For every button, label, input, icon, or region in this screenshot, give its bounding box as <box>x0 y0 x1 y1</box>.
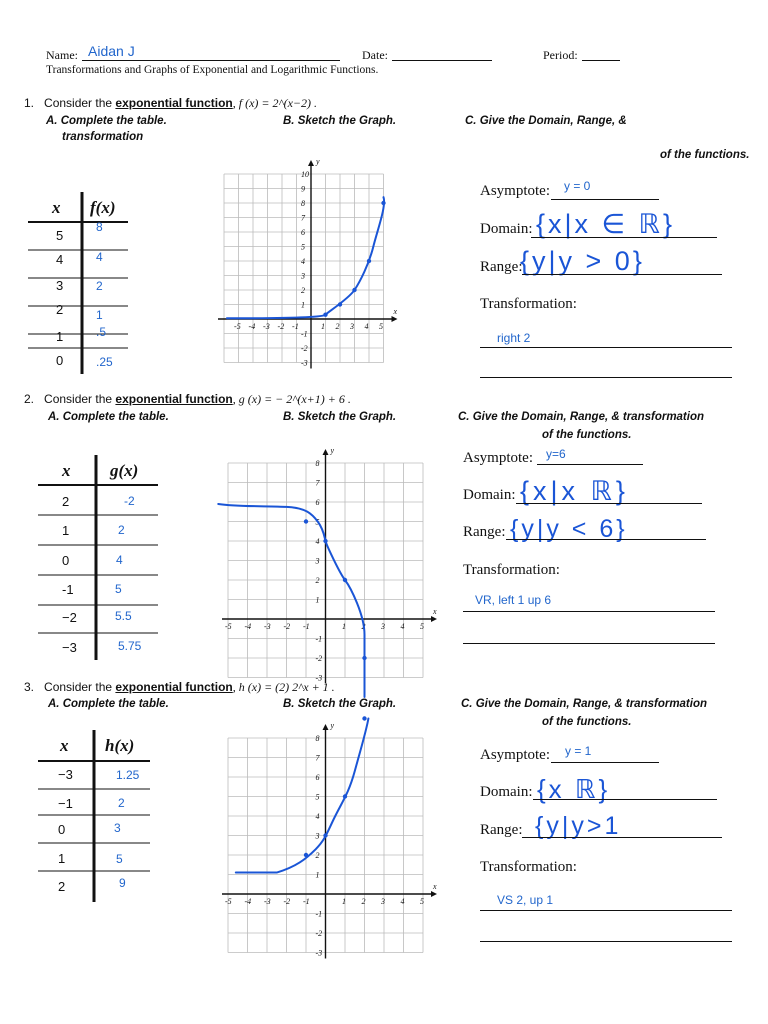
p2-asymptote-label: Asymptote: <box>463 450 533 466</box>
y-tick-label: 4 <box>315 537 320 546</box>
y-tick-label: -2 <box>301 344 308 353</box>
p2-part-b: B. Sketch the Graph. <box>283 411 397 423</box>
p1-domain-value[interactable]: {x|x ∈ ℝ} <box>536 209 675 239</box>
p1-part-b: B. Sketch the Graph. <box>283 115 397 127</box>
y-tick-label: 7 <box>315 478 320 488</box>
p3-col-x: x <box>60 736 69 755</box>
table-x-cell: 1 <box>62 523 70 538</box>
table-y-cell[interactable]: .25 <box>96 355 113 369</box>
p1-asymptote-value[interactable]: y = 0 <box>564 179 591 193</box>
y-arrow <box>323 724 329 730</box>
p1-col-f: f(x) <box>90 198 116 217</box>
table-x-cell: 4 <box>56 252 64 267</box>
p3-graph[interactable] <box>214 721 439 958</box>
y-tick-label: 4 <box>315 812 320 821</box>
y-tick-label: 6 <box>315 498 320 507</box>
p2-part-c: C. Give the Domain, Range, & transformation <box>458 411 705 423</box>
table-x-cell: 2 <box>56 302 64 317</box>
table-x-cell: −3 <box>58 767 73 782</box>
table-y-cell[interactable]: 4 <box>116 553 123 567</box>
y-tick-label: 8 <box>301 199 305 208</box>
graph-point <box>381 201 385 205</box>
p3-range-value[interactable]: {y|y>1 <box>535 812 622 840</box>
p3-part-c-cont: of the functions. <box>542 716 632 728</box>
p2-col-g: g(x) <box>110 461 139 480</box>
p3-range-line <box>522 837 722 838</box>
y-tick-label: 8 <box>315 459 320 468</box>
p2-transformation-value[interactable]: VR, left 1 up 6 <box>475 593 552 607</box>
y-tick-label: 8 <box>315 734 320 743</box>
p3-domain-value[interactable]: {x ℝ} <box>537 774 611 804</box>
x-tick-label: 3 <box>381 897 385 906</box>
p2-table-lines <box>38 455 163 665</box>
y-tick-label: -2 <box>315 929 323 938</box>
p2-domain-line <box>516 503 702 504</box>
x-tick-label: 4 <box>400 897 405 906</box>
p1-asymptote-line <box>551 199 659 200</box>
graph-point <box>367 259 371 263</box>
p3-part-b: B. Sketch the Graph. <box>283 698 397 710</box>
table-x-cell: −1 <box>58 796 73 811</box>
x-tick-label: 1 <box>342 622 346 631</box>
p3-col-h: h(x) <box>105 736 135 755</box>
p2-graph[interactable] <box>214 445 439 683</box>
x-arrow <box>431 616 437 622</box>
p1-domain-line <box>531 237 717 238</box>
table-x-cell: −3 <box>62 640 77 655</box>
x-tick-label: -4 <box>244 897 252 906</box>
table-y-cell[interactable]: 5 <box>116 852 123 866</box>
x-axis-label: x <box>433 607 437 616</box>
name-label: Name: <box>46 48 78 62</box>
y-arrow <box>308 160 314 166</box>
period-line[interactable] <box>582 60 620 61</box>
x-tick-label: 2 <box>335 322 340 331</box>
problem-3-statement: 3. Consider the exponential function, h (x) = (2) 2^x + 1 . <box>24 680 335 694</box>
p1-transformation-line1 <box>480 347 732 348</box>
x-tick-label: -3 <box>263 322 270 331</box>
table-y-cell[interactable]: 8 <box>96 220 103 234</box>
p1-part-a: A. Complete the table. <box>46 115 167 127</box>
x-tick-label: 2 <box>361 897 366 906</box>
p3-domain-label: Domain: <box>480 784 533 800</box>
x-tick-label: 5 <box>420 897 424 906</box>
graph-point <box>323 312 327 316</box>
graph-point <box>323 539 327 543</box>
y-tick-label: 7 <box>301 213 305 223</box>
table-y-cell[interactable]: 1.25 <box>116 768 140 782</box>
table-x-cell: 2 <box>62 494 70 509</box>
table-x-cell: 0 <box>62 553 70 568</box>
x-tick-label: -4 <box>248 322 256 331</box>
x-tick-label: -1 <box>303 622 310 631</box>
y-tick-label: 5 <box>315 792 320 802</box>
y-tick-label: 4 <box>301 257 305 266</box>
p1-graph[interactable] <box>214 157 439 370</box>
p2-asymptote-line <box>537 464 643 465</box>
x-tick-label: -4 <box>244 622 252 631</box>
table-y-cell[interactable]: 2 <box>118 796 125 810</box>
y-tick-label: -3 <box>315 948 323 958</box>
x-tick-label: 1 <box>342 897 346 906</box>
x-tick-label: 1 <box>321 322 326 331</box>
y-tick-label: 6 <box>315 773 320 782</box>
problem-2-statement: 2. Consider the exponential function, g (x) = − 2^(x+1) + 6 . <box>24 392 351 406</box>
p1-range-label: Range: <box>480 259 523 275</box>
p1-transformation-value[interactable]: right 2 <box>497 331 531 345</box>
x-tick-label: -2 <box>283 622 291 631</box>
p2-range-label: Range: <box>463 524 506 540</box>
y-tick-label: 1 <box>301 300 305 310</box>
y-tick-label: 2 <box>301 286 305 295</box>
table-y-cell[interactable]: 5.75 <box>118 639 142 653</box>
y-tick-label: 1 <box>315 870 320 880</box>
x-tick-label: -5 <box>225 622 232 631</box>
y-tick-label: 2 <box>315 851 320 860</box>
p3-curve <box>236 719 369 873</box>
p2-col-x: x <box>62 461 71 480</box>
problem-1-statement: 1. Consider the exponential function, f (x) = 2^(x−2) . <box>24 96 317 110</box>
table-y-cell[interactable]: 5.5 <box>115 609 132 623</box>
table-x-cell: 0 <box>56 353 64 368</box>
table-x-cell: 5 <box>56 228 64 243</box>
table-x-cell: 1 <box>58 851 66 866</box>
graph-point <box>338 302 342 306</box>
x-tick-label: -1 <box>292 322 299 331</box>
y-tick-label: 9 <box>301 184 305 194</box>
table-y-cell[interactable]: 1 <box>96 308 103 322</box>
p3-asymptote-value[interactable]: y = 1 <box>565 744 592 758</box>
table-y-cell[interactable]: -2 <box>124 494 135 508</box>
p2-range-value[interactable]: {y|y < 6} <box>510 515 628 543</box>
graph-point <box>304 519 308 523</box>
p3-transformation-line1 <box>480 910 732 911</box>
y-tick-label: 3 <box>315 556 320 566</box>
table-x-cell: 2 <box>58 879 66 894</box>
p2-domain-label: Domain: <box>463 487 516 503</box>
p3-transformation-value[interactable]: VS 2, up 1 <box>497 893 554 907</box>
y-tick-label: 6 <box>301 228 305 237</box>
table-x-cell: −2 <box>62 610 77 625</box>
p2-curve <box>218 504 364 697</box>
p2-domain-value[interactable]: {x|x ℝ} <box>520 476 629 506</box>
p2-part-a: A. Complete the table. <box>48 411 169 423</box>
x-tick-label: 3 <box>381 622 385 631</box>
y-tick-label: 1 <box>315 595 320 605</box>
p2-range-line <box>506 539 706 540</box>
y-tick-label: 2 <box>315 576 320 585</box>
y-axis-label: y <box>330 721 335 730</box>
y-tick-label: -1 <box>301 329 308 339</box>
table-y-cell[interactable]: 5 <box>115 582 122 596</box>
graph-point <box>343 794 347 798</box>
x-tick-label: -2 <box>283 897 291 906</box>
p1-part-a-cont: transformation <box>62 131 144 143</box>
y-tick-label: -2 <box>315 654 323 663</box>
p2-transformation-line1 <box>463 611 715 612</box>
p3-domain-line <box>533 799 717 800</box>
x-tick-label: -2 <box>277 322 285 331</box>
p3-part-a: A. Complete the table. <box>48 698 169 710</box>
y-tick-label: -1 <box>315 909 323 919</box>
table-y-cell[interactable]: 2 <box>118 523 125 537</box>
x-tick-label: -5 <box>234 322 241 331</box>
p1-transformation-line2 <box>480 377 732 378</box>
date-label: Date: <box>362 48 388 62</box>
y-tick-label: 5 <box>301 242 305 252</box>
x-tick-label: 4 <box>400 622 405 631</box>
p1-range-line <box>522 274 722 275</box>
y-axis-label: y <box>330 446 335 455</box>
p1-transformation-label: Transformation: <box>480 296 577 312</box>
p1-part-c-cont: of the functions. <box>660 149 750 161</box>
p1-asymptote-label: Asymptote: <box>480 183 550 199</box>
graph-point <box>343 578 347 582</box>
name-line <box>82 60 340 61</box>
x-arrow <box>392 316 398 322</box>
x-tick-label: 4 <box>364 322 369 331</box>
x-axis-label: x <box>393 307 398 316</box>
table-y-cell[interactable]: 2 <box>96 279 103 293</box>
period-label: Period: <box>543 48 578 62</box>
p2-transformation-label: Transformation: <box>463 562 560 578</box>
table-y-cell[interactable]: 9 <box>119 876 126 890</box>
p3-table-lines <box>38 730 153 905</box>
x-tick-label: -5 <box>225 897 232 906</box>
x-arrow <box>431 891 437 897</box>
p3-range-label: Range: <box>480 822 523 838</box>
table-y-cell[interactable]: 3 <box>114 821 121 835</box>
table-y-cell[interactable]: .5 <box>96 325 107 339</box>
x-tick-label: -1 <box>303 897 310 906</box>
x-axis-label: x <box>433 882 437 891</box>
graph-point <box>362 716 366 720</box>
y-tick-label: 7 <box>315 753 320 763</box>
p3-asymptote-label: Asymptote: <box>480 747 550 763</box>
p3-part-c: C. Give the Domain, Range, & transformation <box>461 698 708 710</box>
p3-transformation-label: Transformation: <box>480 859 577 875</box>
x-tick-label: 2 <box>361 622 366 631</box>
p1-curve <box>227 197 384 318</box>
x-tick-label: 3 <box>350 322 355 331</box>
date-line[interactable] <box>392 60 492 61</box>
p1-table-lines <box>28 192 138 377</box>
p2-part-c-cont: of the functions. <box>542 429 632 441</box>
table-x-cell: 1 <box>56 329 64 344</box>
p1-domain-label: Domain: <box>480 221 533 237</box>
x-tick-label: 5 <box>379 322 384 331</box>
y-tick-label: -3 <box>315 673 323 683</box>
table-x-cell: 3 <box>56 278 64 293</box>
y-tick-label: 5 <box>315 517 320 527</box>
subtitle: Transformations and Graphs of Exponential and Logarithmic Functions. <box>46 64 379 76</box>
y-tick-label: -3 <box>301 358 308 368</box>
y-tick-label: 3 <box>301 271 305 281</box>
name-value[interactable]: Aidan J <box>88 43 135 59</box>
table-x-cell: -1 <box>62 582 74 597</box>
table-y-cell[interactable]: 4 <box>96 250 103 264</box>
p3-asymptote-line <box>551 762 659 763</box>
graph-point <box>362 656 366 660</box>
p2-asymptote-value[interactable]: y=6 <box>546 447 566 461</box>
y-tick-label: 3 <box>315 831 320 841</box>
p3-transformation-line2 <box>480 941 732 942</box>
table-x-cell: 0 <box>58 822 66 837</box>
graph-point <box>304 853 308 857</box>
x-tick-label: -3 <box>264 622 271 631</box>
y-arrow <box>323 449 329 455</box>
y-tick-label: -1 <box>315 634 323 644</box>
x-tick-label: -3 <box>264 897 271 906</box>
p2-transformation-line2 <box>463 643 715 644</box>
y-tick-label: 10 <box>301 170 309 179</box>
x-tick-label: 5 <box>420 622 424 631</box>
graph-point <box>352 288 356 292</box>
graph-point <box>323 833 327 837</box>
p1-range-value[interactable]: {y|y > 0} <box>520 246 645 276</box>
p1-col-x: x <box>52 198 61 217</box>
p1-part-c: C. Give the Domain, Range, & <box>465 115 627 127</box>
y-axis-label: y <box>316 157 320 166</box>
